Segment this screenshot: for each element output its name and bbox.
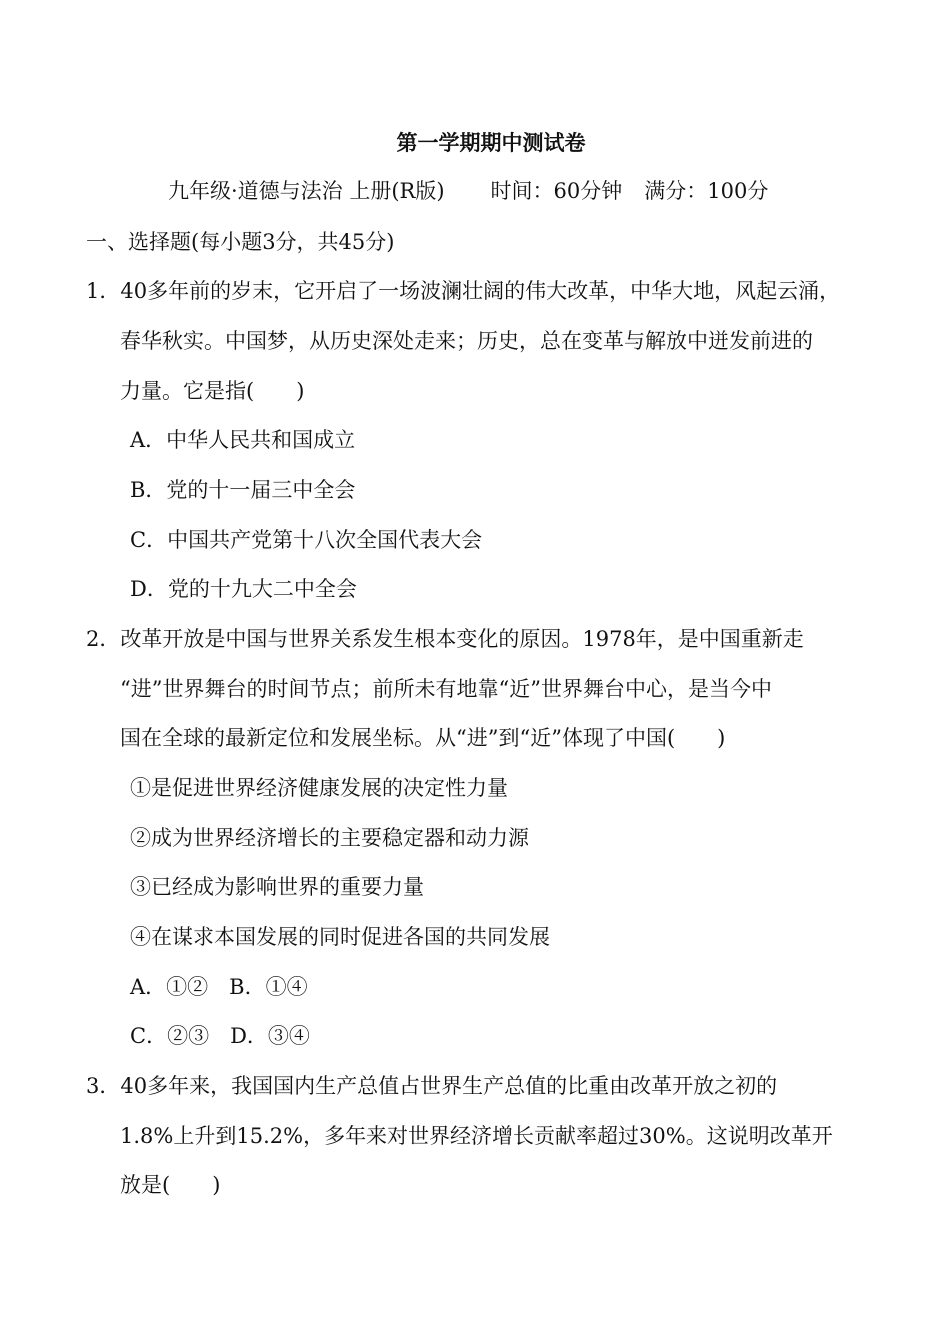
question-2-statement-1: ①是促进世界经济健康发展的决定性力量 xyxy=(130,776,508,800)
question-1-stem-line-3: 力量。它是指( ) xyxy=(120,379,305,403)
exam-title: 第一学期期中测试卷 xyxy=(396,131,586,155)
question-1-option-a: A．中华人民共和国成立 xyxy=(130,428,356,452)
question-3-stem-line-2: 1.8%上升到15.2%，多年来对世界经济增长贡献率超过30%。这说明改革开 xyxy=(120,1124,833,1148)
question-3-stem-line-3: 放是( ) xyxy=(120,1173,221,1197)
question-1-option-d: D．党的十九大二中全会 xyxy=(130,577,357,601)
exam-info-line xyxy=(168,177,768,205)
time-label: 时间：60分钟 xyxy=(490,179,623,203)
question-2-stem-line-1: 2．改革开放是中国与世界关系发生根本变化的原因。1978年，是中国重新走 xyxy=(86,627,804,651)
subject-label: 九年级·道德与法治 上册(R版) xyxy=(168,179,445,203)
question-2-statement-2: ②成为世界经济增长的主要稳定器和动力源 xyxy=(130,826,529,850)
question-3-stem-line-1: 3．40多年来，我国国内生产总值占世界生产总值的比重由改革开放之初的 xyxy=(86,1074,778,1098)
question-1-stem-line-1: 1．40多年前的岁末，它开启了一场波澜壮阔的伟大改革，中华大地，风起云涌， xyxy=(86,279,841,303)
question-1-option-b: B．党的十一届三中全会 xyxy=(130,478,356,502)
question-2-stem-line-2: “进”世界舞台的时间节点；前所未有地靠“近”世界舞台中心，是当今中 xyxy=(120,677,772,701)
question-2-statement-3: ③已经成为影响世界的重要力量 xyxy=(130,875,424,899)
question-2-stem-line-3: 国在全球的最新定位和发展坐标。从“进”到“近”体现了中国( ) xyxy=(120,726,726,750)
score-label: 满分：100分 xyxy=(644,179,769,203)
question-1-stem-line-2: 春华秋实。中国梦，从历史深处走来；历史，总在变革与解放中迸发前进的 xyxy=(120,329,813,353)
question-2-options-cd: C．②③ D．③④ xyxy=(130,1024,310,1048)
question-2-statement-4: ④在谋求本国发展的同时促进各国的共同发展 xyxy=(130,925,550,949)
question-2-options-ab: A．①② B．①④ xyxy=(130,975,308,999)
question-1-option-c: C．中国共产党第十八次全国代表大会 xyxy=(130,528,483,552)
section-heading: 一、选择题(每小题3分，共45分) xyxy=(86,230,395,254)
